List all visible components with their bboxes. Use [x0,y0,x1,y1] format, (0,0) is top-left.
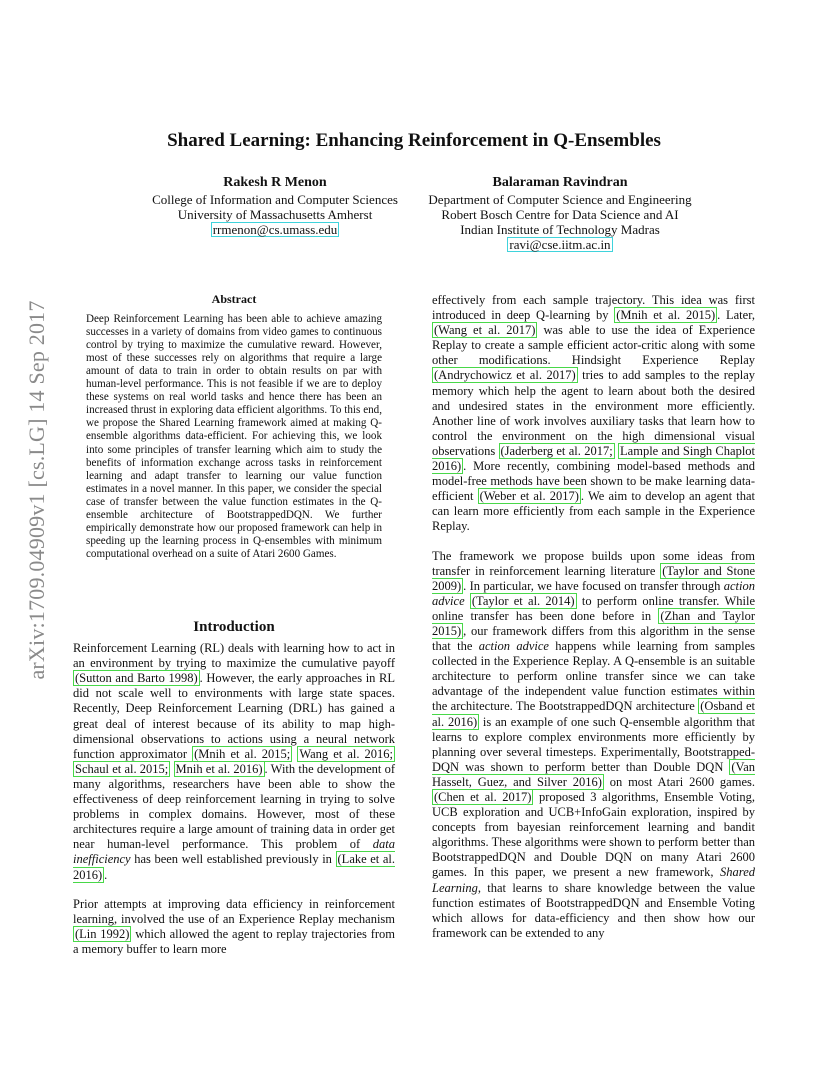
section-heading-introduction: Introduction [193,619,275,635]
citation-link[interactable]: (Lin 1992) [75,926,130,941]
citation-link[interactable]: Wang et al. 2016; [299,746,394,761]
citation-link[interactable]: (Taylor et al. 2014) [471,593,575,608]
citation-link[interactable]: Mnih et al. 2016) [175,761,263,776]
arxiv-sidebar [22,290,52,690]
citation-link[interactable]: (Mnih et al. 2015; [194,746,291,761]
citation-link[interactable]: (Van Hasselt, Guez, and Silver 2016) [432,759,755,789]
citation-link[interactable]: (Chen et al. 2017) [434,790,532,804]
author-affiliation-line: Robert Bosch Centre for Data Science and AI [441,207,679,222]
citation-link[interactable]: (Zhan and Taylor 2015) [432,608,755,638]
author-block-1 [130,175,420,237]
author-email-link[interactable]: rrmenon@cs.umass.edu [212,222,338,237]
intro-paragraph-4: The framework we propose builds upon some ideas from transfer in reinforcement learning literature (Taylor and Stone 2009) . In particular, we have focused on transfer through action advice (Taylor et al. 2014) to perform online transfer. While online transfer has been done before in (Zhan and Taylor 2015) , our framework differs from this algorithm in the sense that the action advice happens while learning from samples collected in the Experience Replay. A Q-ensemble is an suitable architecture to perform online transfer since we can take advantage of the independent value function estimates within the architecture. The BootstrappedDQN architecture (Osband et al. 2016) is an example of one such Q-ensemble algorithm that learns to explore complex environments more efficiently by planning over several timesteps. Experimentally, Bootstrapped-DQN was shown to perform better than Double DQN (Van Hasselt, Guez, and Silver 2016) on most Atari 2600 games. (Chen et al. 2017) proposed 3 algorithms, Ensemble Voting, UCB exploration and UCB+InfoGain exploration, inspired by concepts from bayesian reinforcement learning and bandit algorithms. These algorithms were shown to perform better than BootstrappedDQN and Double DQN on many Atari 2600 games. In this paper, we present a new framework, Shared Learning, that learns to share knowledge between the value function estimates of BootstrappedDQN and Ensemble Voting which allows for data-efficiency and then show how our framework can be extended to any [432,548,756,940]
citation-link[interactable]: Schaul et al. 2015; [75,761,169,776]
right-column [432,293,755,941]
author-name: Balaraman Ravindran [492,175,628,190]
citation-link[interactable]: (Lake et al. 2016) [73,852,395,882]
intro-paragraph-2: Prior attempts at improving data efficiency in reinforcement learning, involved the use of an Experience Replay mechanism (Lin 1992) which allowed the agent to replay trajectories from a memory buffer to learn more [73,896,396,956]
citation-link[interactable]: (Mnih et al. 2015) [616,308,716,323]
citation-link[interactable]: (Osband et al. 2016) [432,699,756,729]
citation-link[interactable]: (Andrychowicz et al. 2017) [434,368,576,383]
citation-link[interactable]: (Weber et al. 2017) [479,489,579,504]
arxiv-id: arXiv:1709.04909v1 [cs.LG] 14 Sep 2017 [24,300,49,680]
author-affiliation-line: College of Information and Computer Sciences [152,192,398,207]
left-column [73,620,395,957]
citation-link[interactable]: (Sutton and Barto 1998) [75,671,198,686]
intro-paragraph-1: Reinforcement Learning (RL) deals with learning how to act in an environment by trying to maximize the cumulative payoff (Sutton and Barto 1998) . However, the early approaches in RL did not scale well to environments with large state spaces. Recently, Deep Reinforcement Learning (DRL) has gained a great deal of interest because of its ability to map high-dimensional observations to actions using a neural network function approximator (Mnih et al. 2015; Wang et al. 2016; Schaul et al. 2015; Mnih et al. 2016) . With the development of many algorithms, researchers have been able to show the effectiveness of deep reinforcement learning in trying to solve problems in complex domains. However, most of these architectures require a large amount of training data in order get near human-level performance. This problem of data inefficiency has been well established previously in (Lake et al. 2016) . [73,641,396,882]
abstract-heading: Abstract [211,292,257,306]
citation-link[interactable]: (Wang et al. 2017) [434,323,536,338]
citation-link[interactable]: (Jaderberg et al. 2017; [500,443,613,458]
author-affiliation-line: Department of Computer Science and Engineering [428,192,692,207]
citation-link[interactable]: (Taylor and Stone 2009) [432,563,755,593]
abstract [86,293,382,561]
intro-paragraph-3: effectively from each sample trajectory. This idea was first introduced in deep Q-learning by (Mnih et al. 2015) . Later, (Wang et al. 2017) was able to use the idea of Experience Replay to create a sample efficient actor-critic along with some other modifications. Hindsight Experience Replay (Andrychowicz et al. 2017) tries to add samples to the replay memory which help the agent to learn about both the desired and undesired states in the environment more efficiently. Another line of work involves auxiliary tasks that learn how to control the environment on the high dimensional visual observations (Jaderberg et al. 2017; Lample and Singh Chaplot 2016) . More recently, combining model-based methods and model-free methods have been shown to be make learning data-efficient (Weber et al. 2017) . We aim to develop an agent that can learn more efficiently from each sample in the Experience Replay. [432,293,756,534]
author-block-2 [415,175,705,252]
citation-link[interactable]: Lample and Singh Chaplot 2016) [432,443,756,474]
author-email-link[interactable]: ravi@cse.iitm.ac.in [509,237,611,252]
author-name: Rakesh R Menon [223,175,327,190]
paper-title: Shared Learning: Enhancing Reinforcement in Q-Ensembles [167,130,661,151]
abstract-text: Deep Reinforcement Learning has been able to achieve amazing successes in a variety of domains from video games to continuous control by trying to maximize the cumulative reward. However, most of these successes rely on algorithms that require a large amount of data to train in order to obtain results on par with human-level performance. This is not feasible if we are to deploy these systems on real world tasks and hence there has been an increased thrust in exploring data efficient algorithms. To this end, we propose the Shared Learning framework aimed at making Q-ensemble algorithms data-efficient. For achieving this, we look into some principles of transfer learning which aim to study the benefits of information exchange across tasks in reinforcement learning and adapt transfer to learning our value function estimates in a novel manner. In this paper, we consider the special case of transfer between the value function estimates in the Q-ensemble architecture of BootstrappedDQN. We further empirically demonstrate how our proposed framework can help in speeding up the learning process in Q-ensembles with minimum computational overhead on a suite of Atari 2600 Games. [86,313,382,560]
author-affiliation-line: University of Massachusetts Amherst [177,207,373,222]
author-affiliation-line: Indian Institute of Technology Madras [460,222,660,237]
